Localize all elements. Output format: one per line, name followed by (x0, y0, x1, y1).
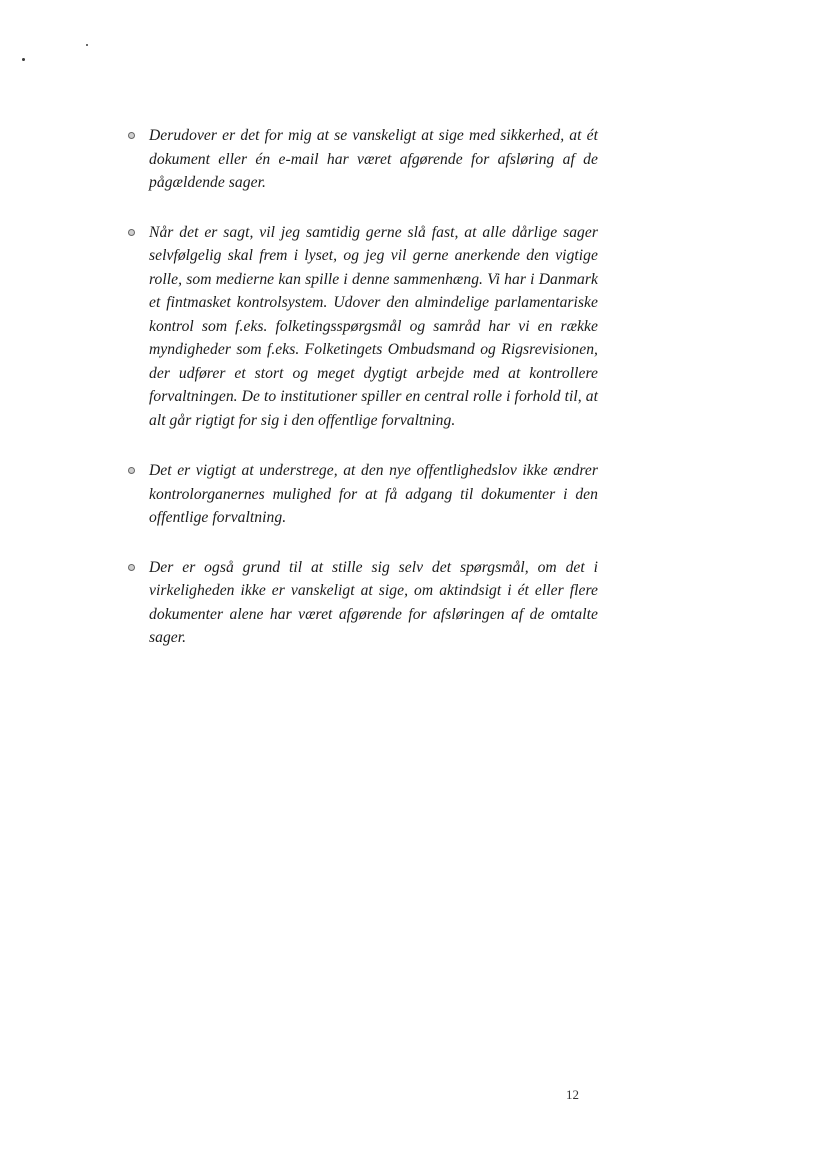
bullet-text: Der er også grund til at stille sig selv det spørgsmål, om det i virkeligheden ikke er vanskeligt at sige, om aktindsigt i ét eller flere dokumenter alene har været afgørende for afsløringen af de omtalte sager. (149, 558, 598, 646)
bullet-icon (128, 467, 135, 474)
scan-speck (86, 44, 88, 46)
bullet-text: Derudover er det for mig at se vanskeligt at sige med sikkerhed, at ét dokument eller én e-mail har været afgørende for afsløring af de pågældende sager. (149, 127, 598, 191)
bullet-item (128, 221, 598, 433)
page-number: 12 (566, 1087, 579, 1102)
bullet-item (128, 124, 598, 195)
document-body (128, 124, 598, 676)
bullet-item (128, 556, 598, 650)
bullet-text: Det er vigtigt at understrege, at den nye offentlighedslov ikke ændrer kontrolorganernes mulighed for at få adgang til dokumenter i den offentlige forvaltning. (149, 462, 598, 526)
bullet-icon (128, 132, 135, 139)
bullet-icon (128, 229, 135, 236)
bullet-item (128, 459, 598, 530)
scan-speck (22, 58, 25, 61)
bullet-icon (128, 564, 135, 571)
bullet-text: Når det er sagt, vil jeg samtidig gerne slå fast, at alle dårlige sager selvfølgelig skal frem i lyset, og jeg vil gerne anerkende den vigtige rolle, som medierne kan spille i denne sammenhæng. Vi har i Danmark et fintmasket kontrolsystem. Udover den almindelige parlamentariske kontrol som f.eks. folketingsspørgsmål og samråd har vi en række myndigheder som f.eks. Folketingets Ombudsmand og Rigsrevisionen, der udfører et stort og meget dygtigt arbejde med at kontrollere forvaltningen. De to institutioner spiller en central rolle i forhold til, at alt går rigtigt for sig i den offentlige forvaltning. (149, 223, 598, 429)
